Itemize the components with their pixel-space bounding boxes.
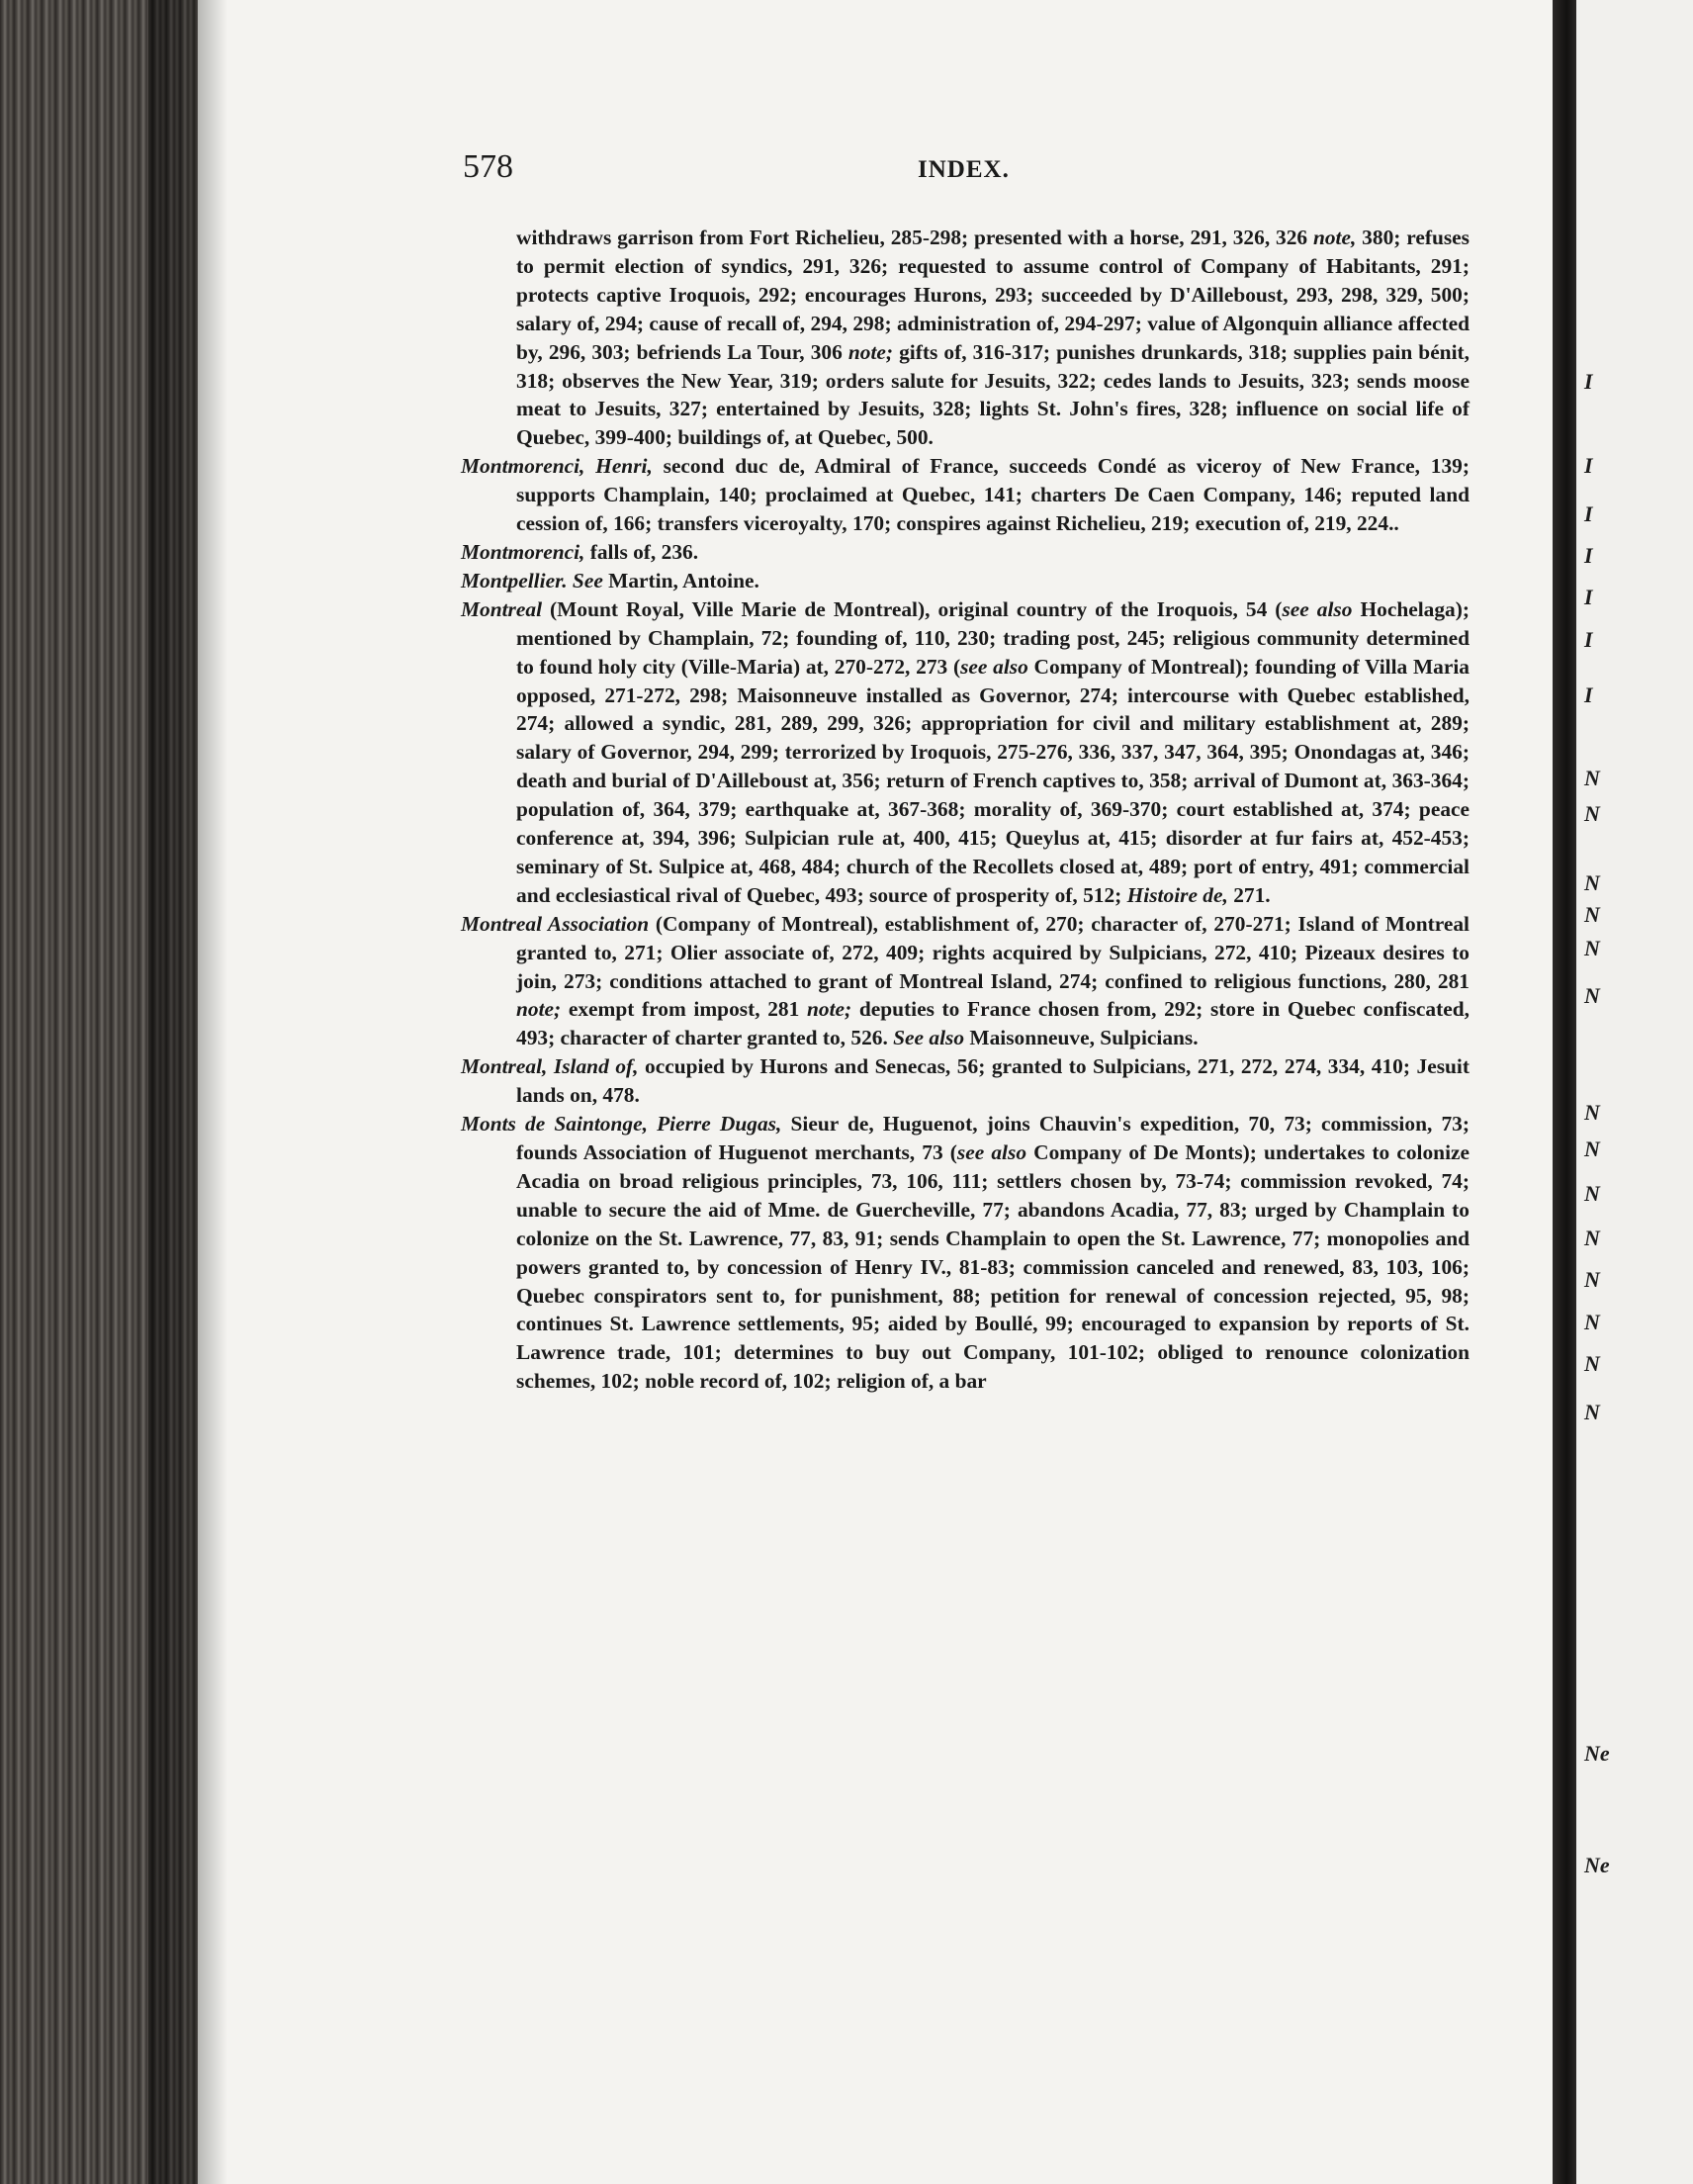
entry-text: second duc de, Admiral of France, succeeds Condé as viceroy of New France, 139; supports Champlain, 140; proclaimed at Quebec, 141; charters De Caen Company, 146; reputed land cession of, 166; transfers viceroyalty, 170; conspires against Richelieu, 219; execution of, 219, 224..	[516, 454, 1470, 536]
entry-text: falls of, 236.	[584, 539, 699, 564]
facing-page-letter: I	[1584, 543, 1593, 569]
entry-text: exempt from impost, 281	[561, 997, 807, 1022]
facing-page-letter: N	[1584, 936, 1600, 961]
entry-text: (Mount Royal, Ville Marie de Montreal), original country of the Iroquois, 54 (	[542, 596, 1283, 621]
entry-text: 271.	[1227, 882, 1271, 907]
entry-text: Sieur de, Huguenot, joins Chauvin's expedition, 70, 73; commission, 73; founds Association of Huguenot merchants, 73 (	[516, 1112, 1470, 1164]
facing-page-letter: N	[1584, 1226, 1600, 1251]
facing-page-letter: N	[1584, 1100, 1600, 1126]
entry-headword: Montreal	[461, 596, 543, 621]
index-entry	[461, 567, 1470, 595]
facing-page-edge	[1576, 0, 1693, 2184]
index-entry	[461, 1052, 1470, 1110]
facing-page-letter: I	[1584, 682, 1593, 707]
facing-page-letter: Ne	[1584, 1741, 1610, 1766]
facing-page-letter: I	[1584, 452, 1593, 478]
entry-italic-text: note;	[516, 997, 562, 1022]
entry-text: occupied by Hurons and Senecas, 56; granted to Sulpicians, 271, 272, 274, 334, 410; Jesuit lands on, 478.	[516, 1054, 1470, 1108]
index-entry	[461, 224, 1470, 452]
entry-italic-text: see also	[960, 654, 1028, 679]
facing-page-letter: N	[1584, 983, 1600, 1009]
entry-text: Martin, Antoine.	[602, 568, 759, 592]
entry-text: Company of De Monts); undertakes to colonize Acadia on broad religious principles, 73, 106, 111; settlers chosen by, 73-74; commission revoked, 74; unable to secure the aid of Mme. de Guercheville, 77; abandons Acadia, 77, 83; urged by Champlain to colonize on the St. Lawrence, 77, 83, 91; sends Champlain to open the St. Lawrence, 77; monopolies and powers granted to, by concession of Henry IV., 81-83; commission canceled and renewed, 83, 103, 106; Quebec conspirators sent to, for punishment, 88; petition for renewal of concession rejected, 95, 98; continues St. Lawrence settlements, 95; aided by Boullé, 99; encouraged to expansion by reports of St. Lawrence trade, 101; determines to buy out Company, 101-102; obliged to renounce colonization schemes, 102; noble record of, 102; religion of, a bar	[516, 1140, 1470, 1394]
facing-page-letter: N	[1584, 1267, 1600, 1293]
page-number: 578	[463, 148, 513, 185]
entry-text: Company of Montreal); founding of Villa Maria opposed, 271-272, 298; Maisonneuve installed as Governor, 274; intercourse with Quebec established, 274; allowed a syndic, 281, 289, 299, 326; appropriation for civil and military establishment at, 289; salary of Governor, 294, 299; terrorized by Iroquois, 275-276, 336, 337, 347, 364, 395; Onondagas at, 346; death and burial of D'Ailleboust at, 356; return of French captives to, 358; arrival of Dumont at, 363-364; population of, 364, 379; earthquake at, 367-368; morality of, 369-370; court established at, 374; peace conference at, 394, 396; Sulpician rule at, 400, 415; Queylus at, 415; disorder at fur fairs at, 452-453; seminary of St. Sulpice at, 468, 484; church of the Recollets closed at, 489; port of entry, 491; commercial and ecclesiastical rival of Quebec, 493; source of prosperity of, 512;	[516, 654, 1470, 907]
facing-page-letter: N	[1584, 1136, 1600, 1161]
entry-text: Maisonneuve, Sulpicians.	[964, 1026, 1199, 1050]
facing-page-letter: N	[1584, 1400, 1600, 1425]
index-entry	[461, 595, 1470, 910]
facing-page-letter: I	[1584, 626, 1593, 652]
entry-italic-text: note;	[847, 339, 894, 364]
entry-italic-text: See	[572, 568, 603, 592]
page-binding-shadow	[198, 0, 227, 2184]
facing-page-letter: I	[1584, 369, 1593, 395]
book-gutter	[1553, 0, 1576, 2184]
entry-italic-text: Histoire de,	[1126, 882, 1228, 907]
entry-text: deputies to France chosen from, 292; store in Quebec confiscated, 493; character of charter granted to, 526.	[516, 997, 1470, 1050]
entry-text: Hochelaga); mentioned by Champlain, 72; founding of, 110, 230; trading post, 245; religious community determined to found holy city (Ville-Maria) at, 270-272, 273 (	[516, 596, 1470, 679]
entry-headword: Montpellier.	[461, 568, 568, 592]
index-entry	[461, 538, 1470, 567]
page-header	[463, 148, 1471, 188]
entry-text: 380; refuses to permit election of syndics, 291, 326; requested to assume control of Company of Habitants, 291; protects captive Iroquois, 292; encourages Hurons, 293; succeeded by D'Ailleboust, 293, 298, 329, 500; salary of, 294; cause of recall of, 294, 298; administration of, 294-297; value of Algonquin alliance affected by, 296, 303; befriends La Tour, 306	[516, 226, 1470, 364]
facing-page-letter: N	[1584, 1350, 1600, 1376]
index-entries	[461, 224, 1470, 1396]
entry-italic-text: See also	[893, 1026, 965, 1050]
entry-headword: Montreal Association	[461, 911, 650, 936]
entry-italic-text: note,	[1312, 226, 1357, 249]
facing-page-letter: N	[1584, 870, 1600, 895]
entry-headword: Montmorenci,	[461, 539, 585, 564]
entry-italic-text: see also	[956, 1140, 1027, 1164]
facing-page-letter: Ne	[1584, 1852, 1610, 1877]
facing-page-letter: N	[1584, 902, 1600, 928]
running-head: INDEX.	[918, 156, 1010, 183]
entry-headword: Montreal, Island of,	[461, 1054, 639, 1079]
index-entry	[461, 1110, 1470, 1396]
entry-headword: Montmorenci, Henri,	[461, 454, 653, 479]
facing-page-letter: N	[1584, 1180, 1600, 1206]
facing-page-letter: N	[1584, 766, 1600, 791]
index-entry	[461, 910, 1470, 1053]
entry-italic-text: see also	[1282, 596, 1353, 621]
entry-text: gifts of, 316-317; punishes drunkards, 318; supplies pain bénit, 318; observes the New Year, 319; orders salute for Jesuits, 322; cedes lands to Jesuits, 323; sends moose meat to Jesuits, 327; entertained by Jesuits, 328; lights St. John's fires, 328; influence on social life of Quebec, 399-400; buildings of, at Quebec, 500.	[516, 339, 1470, 450]
index-entry	[461, 452, 1470, 538]
facing-page-letter: N	[1584, 1309, 1600, 1334]
facing-page-letter: N	[1584, 800, 1600, 826]
entry-headword: Monts de Saintonge, Pierre Dugas,	[461, 1112, 782, 1137]
entry-italic-text: note;	[807, 997, 852, 1022]
facing-page-letter: I	[1584, 500, 1593, 526]
entry-text: (Company of Montreal), establishment of, 270; character of, 270-271; Island of Montreal granted to, 271; Olier associate of, 272, 409; rights acquired by Sulpicians, 272, 410; Pizeaux desires to join, 273; conditions attached to grant of Montreal Island, 274; confined to religious functions, 280, 281	[516, 911, 1470, 993]
facing-page-letter: I	[1584, 585, 1593, 610]
entry-text: withdraws garrison from Fort Richelieu, 285-298; presented with a horse, 291, 326, 326	[516, 226, 1313, 249]
